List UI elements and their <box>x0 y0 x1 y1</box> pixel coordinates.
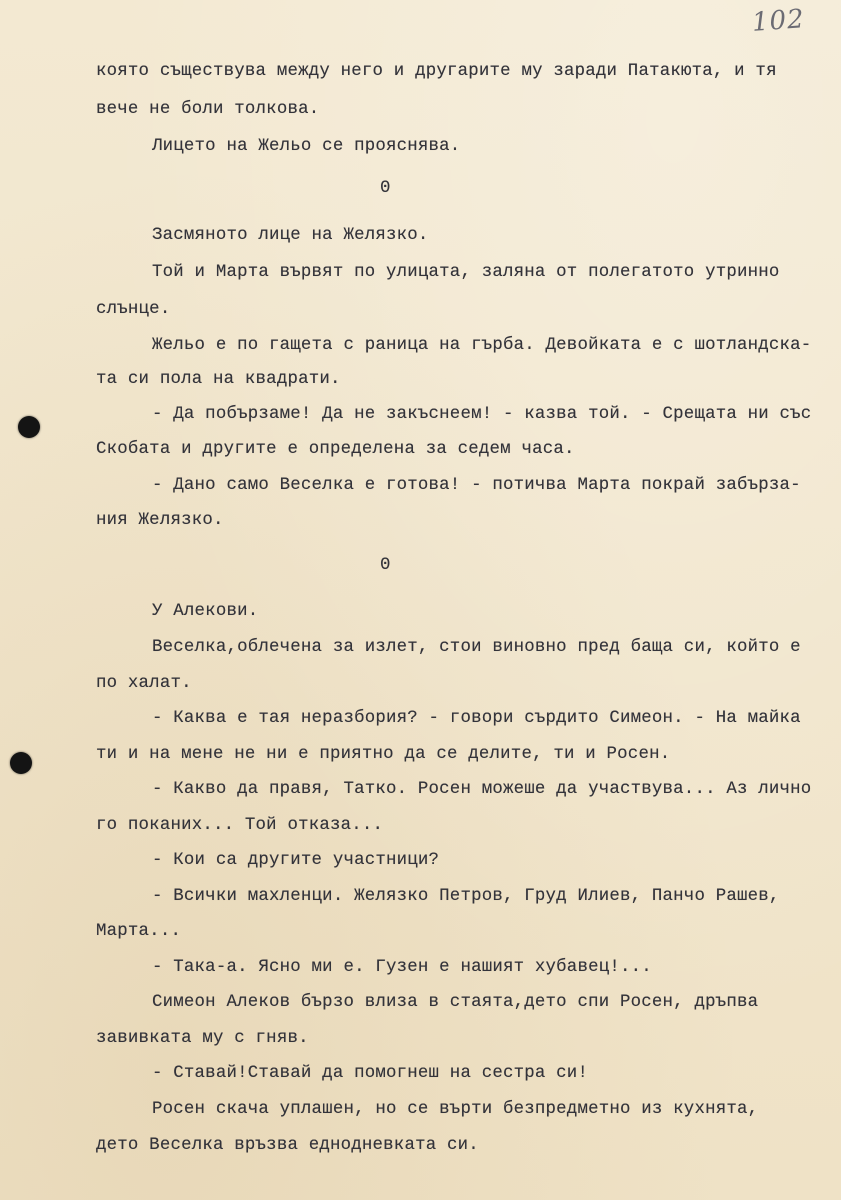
text-line: Засмяното лице на Желязко. <box>152 226 429 245</box>
section-divider: 0 <box>380 556 391 575</box>
text-line: Марта... <box>96 922 182 941</box>
text-line: вече не боли толкова. <box>96 100 320 119</box>
text-line: дето Веселка връзва еднодневката си. <box>96 1136 479 1155</box>
text-line: по халат. <box>96 674 192 693</box>
text-line: Веселка,облечена за излет, стои виновно пред баща си, който е <box>152 638 801 657</box>
punch-hole-top <box>18 416 40 438</box>
punch-hole-bottom <box>10 752 32 774</box>
text-line: - Да побързаме! Да не закъснеем! - казва той. - Срещата ни със <box>152 405 812 424</box>
text-line: завивката му с гняв. <box>96 1029 309 1048</box>
page-number: 102 <box>751 4 806 38</box>
text-line: Той и Марта вървят по улицата, заляна от полегатото утринно <box>152 263 780 282</box>
text-line: Лицето на Жельо се прояснява. <box>152 137 461 156</box>
section-divider: 0 <box>380 179 391 198</box>
text-line: ния Желязко. <box>96 511 224 530</box>
text-line: която съществува между него и другарите му заради Патакюта, и тя <box>96 62 777 81</box>
text-line: слънце. <box>96 300 171 319</box>
text-line: го поканих... Той отказа... <box>96 816 384 835</box>
text-line: У Алекови. <box>152 602 259 621</box>
text-line: Скобата и другите е определена за седем часа. <box>96 440 575 459</box>
text-line: - Дано само Веселка е готова! - потичва Марта покрай забърза- <box>152 476 801 495</box>
text-line: Росен скача уплашен, но се върти безпредметно из кухнята, <box>152 1100 759 1119</box>
text-line: - Всички махленци. Желязко Петров, Груд Илиев, Панчо Рашев, <box>152 887 780 906</box>
text-line: - Какво да правя, Татко. Росен можеше да участвува... Аз лично <box>152 780 812 799</box>
text-line: - Така-а. Ясно ми е. Гузен е нашият хубавец!... <box>152 958 652 977</box>
text-line: Симеон Алеков бързо влиза в стаята,дето спи Росен, дръпва <box>152 993 759 1012</box>
text-line: ти и на мене не ни е приятно да се делите, ти и Росен. <box>96 745 671 764</box>
text-line: - Кои са другите участници? <box>152 851 440 870</box>
text-line: - Каква е тая неразбория? - говори сърдито Симеон. - На майка <box>152 709 801 728</box>
text-line: - Ставай!Ставай да помогнеш на сестра си! <box>152 1064 589 1083</box>
text-line: Жельо е по гащета с раница на гърба. Девойката е с шотландска- <box>152 336 812 355</box>
text-line: та си пола на квадрати. <box>96 370 341 389</box>
